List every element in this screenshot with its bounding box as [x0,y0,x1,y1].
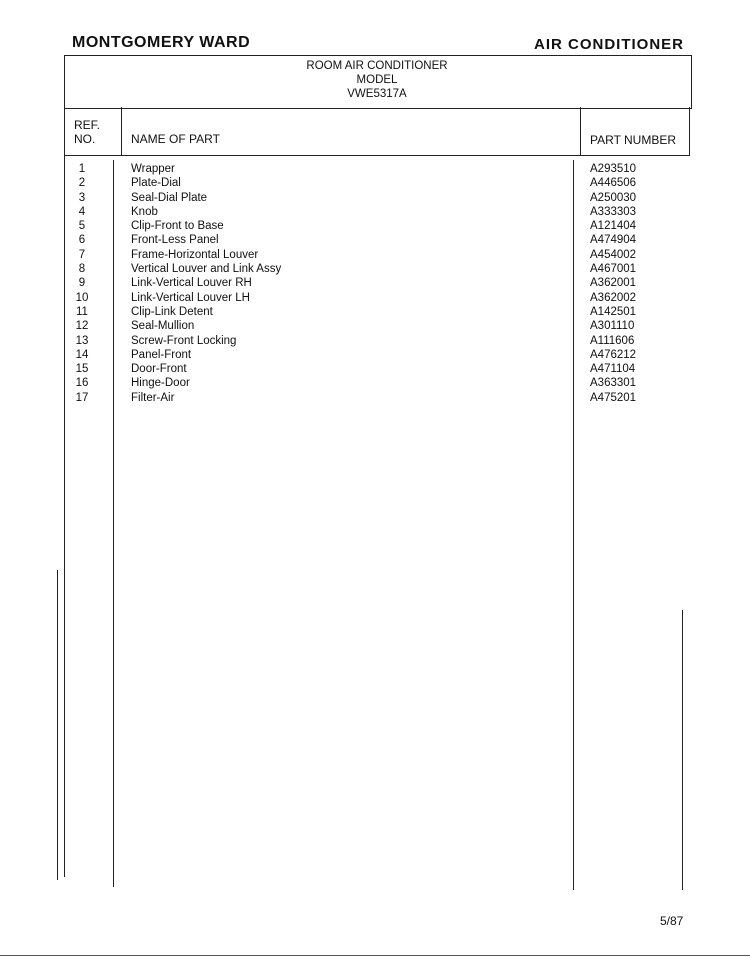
table-row [0,191,750,205]
ref-no: 16 [75,377,89,390]
model-title [64,59,690,101]
part-name: Clip-Link Detent [131,305,213,318]
table-row [0,362,750,376]
part-name: Screw-Front Locking [131,334,237,347]
part-number: A250030 [590,191,637,204]
part-name: Hinge-Door [131,377,190,390]
table-row [0,176,750,190]
part-number: A363301 [590,377,637,390]
part-name: Seal-Dial Plate [131,191,208,204]
table-row [0,391,750,405]
ref-no: 7 [78,248,86,261]
part-name: Wrapper [131,163,175,175]
ref-no: 1 [78,163,86,175]
part-name: Front-Less Panel [131,234,219,247]
table-row [0,291,750,305]
ref-column-divider [121,107,122,155]
part-name: Panel-Front [131,348,192,361]
ref-no: 17 [75,391,89,404]
category-heading: AIR CONDITIONER [534,36,684,53]
table-row [0,219,750,233]
part-number: A121404 [590,220,637,233]
title-line-3: VWE5317A [347,88,407,100]
parts-list [0,162,750,405]
ref-no: 6 [78,234,86,247]
table-row [0,276,750,290]
name-header: NAME OF PART [131,132,220,146]
part-number: A333303 [590,205,637,218]
ref-no: 15 [75,363,89,376]
ref-no: 12 [75,320,89,333]
part-name: Filter-Air [131,391,175,404]
part-name: Vertical Louver and Link Assy [131,263,282,276]
part-number: A471104 [590,363,636,376]
ref-no: 13 [75,334,89,347]
table-right-border-lower [682,610,683,890]
table-row [0,248,750,262]
part-number: A446506 [590,177,637,190]
number-column-divider [580,107,581,155]
table-right-border [689,107,690,155]
part-name: Link-Vertical Louver RH [131,277,252,290]
number-header: PART NUMBER [590,133,677,147]
table-row [0,319,750,333]
table-row [0,262,750,276]
table-row [0,205,750,219]
title-line-2: MODEL [356,74,398,86]
ref-header-line-1: REF. [74,118,101,132]
part-number: A474904 [590,234,637,247]
table-row [0,334,750,348]
part-number: A475201 [590,391,637,404]
ref-no: 5 [78,220,86,233]
part-name: Seal-Mullion [131,320,195,333]
ref-no: 10 [75,291,89,304]
page-number: 5/87 [660,914,684,928]
header-bottom-rule [64,155,690,156]
part-number: A362002 [590,291,637,304]
ref-header-line-2: NO. [74,132,96,146]
table-row [0,305,750,319]
footer-rule [0,955,750,956]
title-line-1: ROOM AIR CONDITIONER [306,60,448,72]
ref-no: 14 [75,348,89,361]
ref-no: 2 [78,177,86,190]
table-row [0,233,750,247]
part-number: A362001 [590,277,637,290]
part-name: Frame-Horizontal Louver [131,248,259,261]
part-number: A301110 [590,320,635,333]
ref-header [74,118,100,146]
table-row [0,348,750,362]
ref-no: 3 [78,191,86,204]
part-name: Plate-Dial [131,177,181,190]
part-name: Door-Front [131,363,187,376]
part-number: A111606 [590,334,635,347]
part-number: A293510 [590,163,637,175]
ref-no: 11 [76,305,88,318]
ref-no: 9 [78,277,86,290]
part-number: A454002 [590,248,637,261]
table-left-border-lower [57,570,58,880]
ref-no: 8 [78,263,86,276]
part-name: Clip-Front to Base [131,220,224,233]
brand-heading: MONTGOMERY WARD [72,34,251,51]
table-row [0,376,750,390]
table-row [0,162,750,176]
part-number: A142501 [590,305,637,318]
part-number: A467001 [590,263,637,276]
ref-no: 4 [78,205,86,218]
part-number: A476212 [590,348,637,361]
part-name: Link-Vertical Louver LH [131,291,250,304]
part-name: Knob [131,205,158,218]
